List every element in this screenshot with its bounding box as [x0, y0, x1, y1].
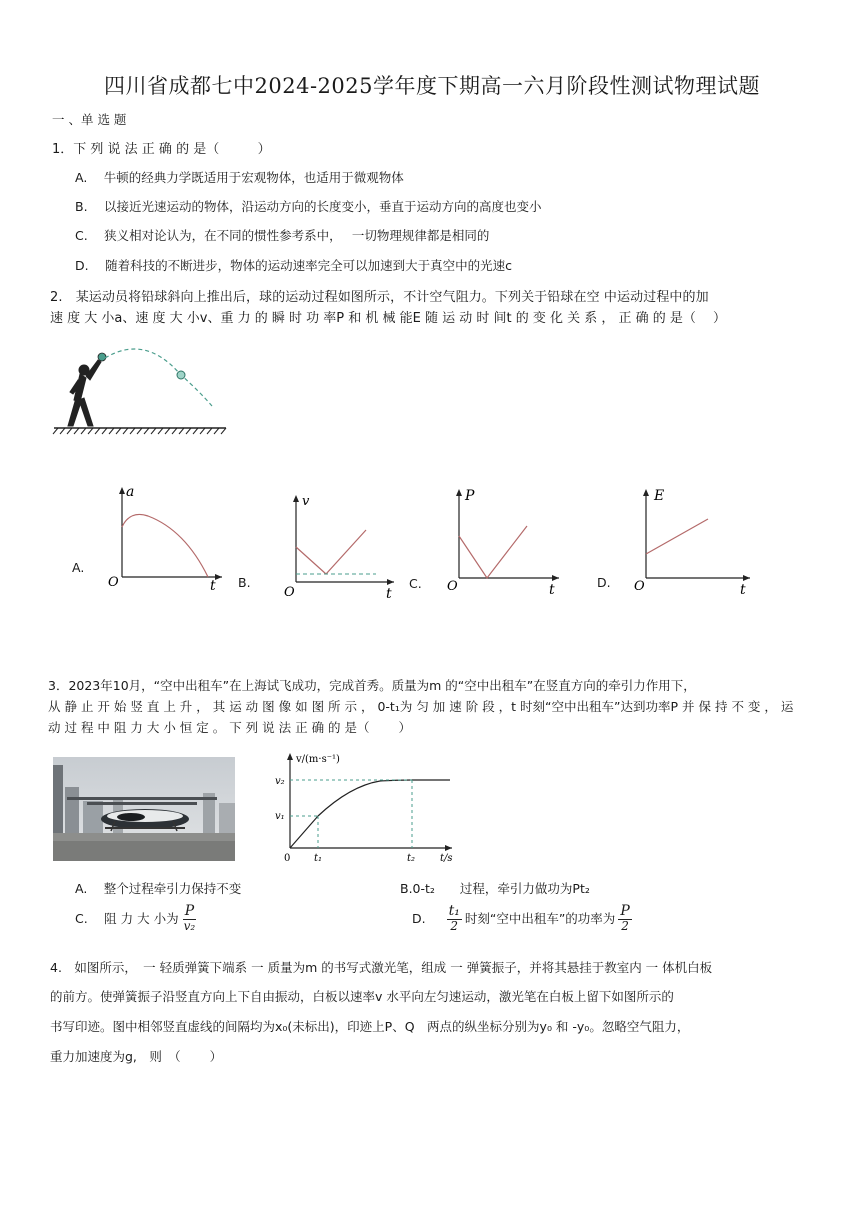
graph-d-y-label: E	[654, 488, 665, 504]
graph-c-x-label: t	[549, 582, 555, 596]
q3-stem-line3: 动 过 程 中 阻 力 大 小 恒 定 。 下 列 说 法 正 确 的 是（ ）	[48, 720, 411, 735]
q3-stem-line1: 3．2023年10月，“空中出租车”在上海试飞成功，完成首秀。质量为m 的“空中出租车”在竖直方向的牵引力作用下，	[48, 678, 696, 693]
q2-option-d-label: D.	[597, 575, 611, 590]
graph-c-y-label: P	[465, 488, 475, 504]
vt-y-tick-v1: v₁	[275, 811, 285, 822]
section-heading: 一 、单 选 题	[52, 112, 127, 127]
q1-option-a: A. 牛顿的经典力学既适用于宏观物体，也适用于微观物体	[75, 170, 404, 185]
vt-y-label: v/(m·s⁻¹)	[296, 754, 340, 765]
q2-graph-c	[445, 486, 563, 596]
vt-x-tick-t2: t₂	[407, 853, 416, 864]
q3-option-c-numerator: P	[184, 903, 195, 919]
q1-option-d: D. 随着科技的不断进步，物体的运动速率完全可以加速到大于真空中的光速c	[75, 258, 512, 273]
q2-stem-line1: 2. 某运动员将铅球斜向上推出后，球的运动过程如图所示，不计空气阻力。下列关于铅球在空 中运动过程中的加	[50, 290, 709, 305]
vt-x-label: t/s	[440, 853, 453, 864]
q1-stem: 1．下 列 说 法 正 确 的 是（ ）	[52, 142, 271, 157]
q4-line1: 4. 如图所示， 一 轻质弹簧下端系 一 质量为m 的书写式激光笔，组成 一 弹簧振子，并将其悬挂于教室内 一 体机白板	[50, 960, 713, 975]
q2-option-b-label: B.	[238, 575, 251, 590]
q2-stem-line2: 速 度 大 小a、速 度 大 小v、重 力 的 瞬 时 功 率P 和 机 械 能E 随 运 动 时 间t 的 变 化 关 系 ， 正 确 的 是（ ）	[50, 311, 727, 326]
q3-option-d	[412, 904, 635, 932]
q3-option-c	[75, 904, 200, 932]
q3-option-a: A. 整个过程牵引力保持不变	[75, 881, 242, 896]
graph-d-x-label: t	[740, 582, 746, 596]
q2-graph-b	[280, 492, 398, 600]
q3-option-d-num2: P	[620, 903, 630, 919]
graph-a-y-label: a	[126, 484, 135, 500]
graph-b-origin: O	[284, 585, 295, 600]
q3-option-d-den1: 2	[450, 918, 459, 933]
vt-x-tick-t1: t₁	[314, 853, 323, 864]
q4-line4: 重力加速度为g, 则 （ ）	[50, 1049, 223, 1064]
q3-option-b: B.0-t₂ 过程，牵引力做功为Pt₂	[400, 881, 590, 896]
graph-a-x-label: t	[210, 578, 216, 592]
q3-stem-line2: 从 静 止 开 始 竖 直 上 升 ， 其 运 动 图 像 如 图 所 示 ， 0-t₁为 匀 加 速 阶 段 ，t 时刻“空中出租车”达到功率P 并 保 持 不 变 ， 运	[48, 699, 794, 714]
q1-option-c: C. 狭义相对论认为，在不同的惯性参考系中， 一切物理规律都是相同的	[75, 228, 490, 243]
vt-y-tick-v2: v₂	[275, 776, 285, 787]
graph-d-origin: O	[634, 579, 645, 594]
q3-option-d-label: D.	[412, 910, 426, 926]
q2-option-c-label: C.	[409, 576, 422, 591]
shot-put-figure	[50, 340, 230, 440]
exam-title: 四川省成都七中2024-2025学年度下期高一六月阶段性测试物理试题	[104, 74, 760, 98]
graph-b-x-label: t	[386, 586, 392, 600]
q3-option-c-denominator: v₂	[183, 918, 196, 933]
q3-option-d-fraction-1	[447, 904, 462, 932]
q2-graph-a	[100, 482, 225, 592]
q4-line3: 书写印迹。图中相邻竖直虚线的间隔均为x₀(未标出)，印迹上P、Q 两点的纵坐标分别为y₀ 和 -y₀。忽略空气阻力，	[50, 1019, 690, 1034]
q2-graph-d	[632, 486, 757, 596]
graph-b-y-label: v	[302, 494, 310, 509]
air-taxi-photo	[53, 757, 235, 861]
vt-origin: 0	[284, 853, 291, 864]
q3-option-d-fraction-2	[618, 904, 631, 932]
q2-option-a-label: A.	[72, 560, 85, 575]
q3-vt-graph	[270, 748, 460, 868]
q1-option-b: B. 以接近光速运动的物体，沿运动方向的长度变小，垂直于运动方向的高度也变小	[75, 199, 542, 214]
q3-option-c-text: C. 阻 力 大 小为	[75, 911, 179, 927]
q3-option-d-num1: t₁	[448, 903, 460, 919]
q3-option-c-fraction	[182, 904, 198, 932]
q3-option-d-den2: 2	[621, 918, 629, 933]
q4-line2: 的前方。使弹簧振子沿竖直方向上下自由振动，白板以速率v 水平向左匀速运动，激光笔在白板上留下如图所示的	[50, 989, 674, 1004]
q3-option-d-text: 时刻“空中出租车”的功率为	[464, 911, 616, 927]
graph-a-origin: O	[108, 575, 119, 590]
graph-c-origin: O	[447, 579, 458, 594]
